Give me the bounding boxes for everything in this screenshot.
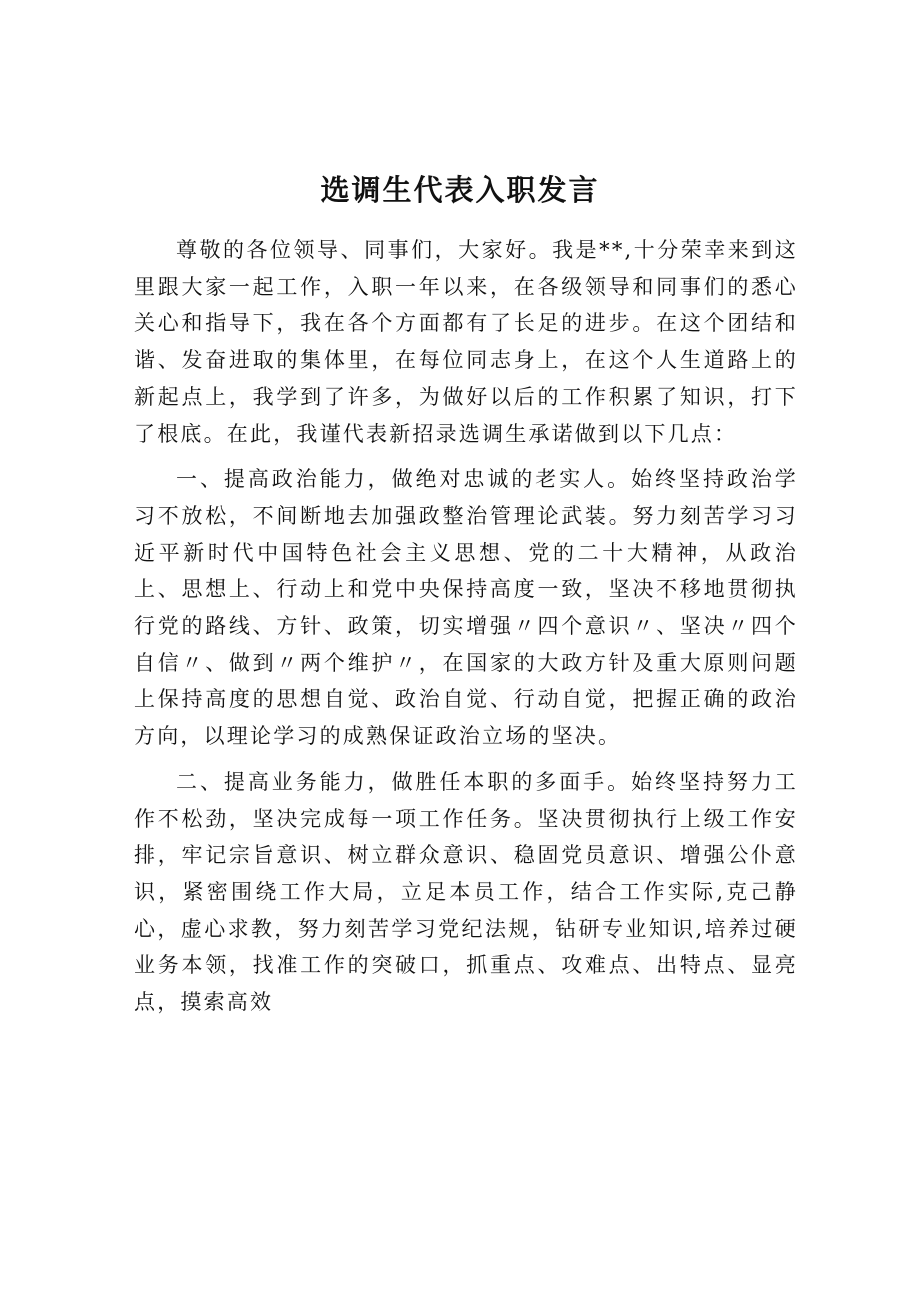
paragraph-work-ability: 二、提高业务能力，做胜任本职的多面手。始终坚持努力工作不松劲，坚决完成每一项工作任务。坚决贯彻执行上级工作安排，牢记宗旨意识、树立群众意识、稳固党员意识、增强公仆意识，紧密围绕工作大局，立足本员工作，结合工作实际,克己静心，虚心求教，努力刻苦学习党纪法规，钻研专业知识,培养过硬业务本领，找准工作的突破口，抓重点、攻难点、出特点、显亮点，摸索高效 bbox=[134, 769, 798, 1015]
document-body bbox=[134, 232, 798, 1021]
document-title: 选调生代表入职发言 bbox=[320, 173, 600, 207]
paragraph-political-ability: 一、提高政治能力，做绝对忠诚的老实人。始终坚持政治学习不放松，不间断地去加强政整治管理论武装。努力刻苦学习习近平新时代中国特色社会主义思想、党的二十大精神，从政治上、思想上、行动上和党中央保持高度一致，坚决不移地贯彻执行党的路线、方针、政策，切实增强〃四个意识〃、坚决〃四个自信〃、做到〃两个维护〃，在国家的大政方针及重大原则问题上保持高度的思想自觉、政治自觉、行动自觉，把握正确的政治方向，以理论学习的成熟保证政治立场的坚决。 bbox=[134, 467, 798, 749]
paragraph-greeting: 尊敬的各位领导、同事们，大家好。我是**,十分荣幸来到这里跟大家一起工作，入职一年以来，在各级领导和同事们的悉心关心和指导下，我在各个方面都有了长足的进步。在这个团结和谐、发奋进取的集体里，在每位同志身上，在这个人生道路上的新起点上，我学到了许多，为做好以后的工作积累了知识，打下了根底。在此，我谨代表新招录选调生承诺做到以下几点： bbox=[134, 238, 798, 446]
